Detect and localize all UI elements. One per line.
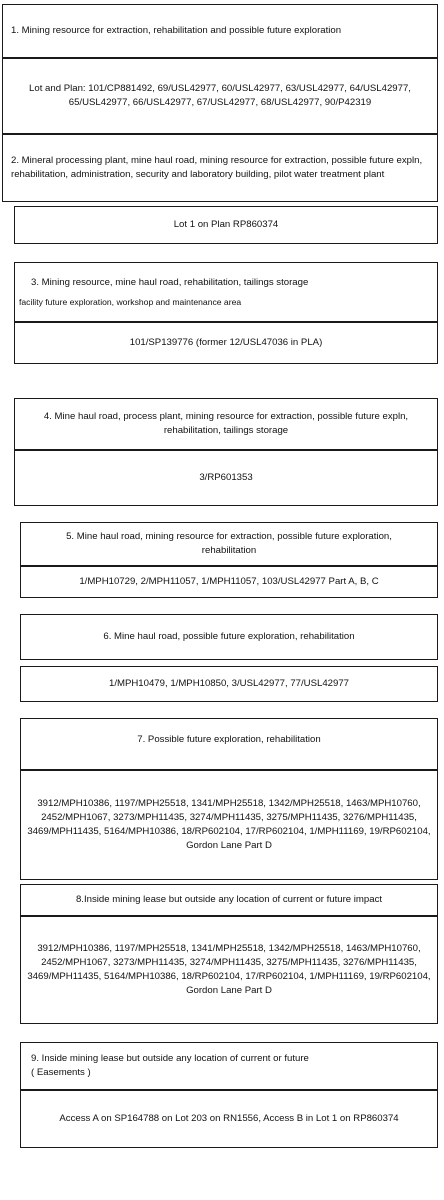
section-4-description [14, 398, 438, 450]
section-6-description [20, 614, 438, 660]
section-4-lots [14, 450, 438, 506]
section-3-description [14, 262, 438, 322]
section-2-lots-text: Lot 1 on Plan RP860374 [173, 219, 279, 231]
section-2-description [2, 134, 438, 202]
section-9-description [20, 1042, 438, 1090]
section-1-lots [2, 58, 438, 134]
section-9-lots [20, 1090, 438, 1148]
section-5-description-text: 5. Mine haul road, mining resource for extraction, possible future exploration, rehabilitation [66, 531, 392, 556]
section-8-description [20, 884, 438, 916]
section-3-description-line2: facility future exploration, workshop and maintenance area [19, 296, 242, 307]
section-1-description-text: 1. Mining resource for extraction, rehabilitation and possible future exploration [11, 25, 342, 37]
section-1-description [2, 4, 438, 58]
section-5-lots-text: 1/MPH10729, 2/MPH11057, 1/MPH11057, 103/USL42977 Part A, B, C [79, 576, 379, 588]
section-1-lots-text: Lot and Plan: 101/CP881492, 69/USL42977, 60/USL42977, 63/USL42977, 64/USL42977, 65/USL42977, 66/USL42977, 67/USL42977, 68/USL42977, 90/P42319 [29, 83, 411, 108]
section-2-lots [14, 206, 438, 244]
section-9-description-line1: 9. Inside mining lease but outside any location of current or future [31, 1053, 309, 1065]
section-5-description [20, 522, 438, 566]
section-3-description-line1: 3. Mining resource, mine haul road, rehabilitation, tailings storage [31, 276, 309, 288]
section-7-lots [20, 770, 438, 880]
section-6-description-text: 6. Mine haul road, possible future exploration, rehabilitation [103, 631, 355, 643]
section-5-lots [20, 566, 438, 598]
section-3-lots-text: 101/SP139776 (former 12/USL47036 in PLA) [129, 337, 323, 349]
section-3-lots [14, 322, 438, 364]
section-8-description-text: 8.Inside mining lease but outside any location of current or future impact [75, 894, 383, 906]
section-4-lots-text: 3/RP601353 [199, 472, 253, 484]
section-7-lots-text: 3912/MPH10386, 1197/MPH25518, 1341/MPH25518, 1342/MPH25518, 1463/MPH10760, 2452/MPH1067, 3273/MPH11435, 3274/MPH11435, 3275/MPH11435, 3276/MPH11435, 3469/MPH11435, 5164/MPH10386, 18/RP602104, 17/RP602104, 1/MPH11169, 19/RP602104, Gordon Lane Part D [27, 798, 431, 851]
section-7-description-text: 7. Possible future exploration, rehabilitation [137, 734, 321, 745]
section-6-lots-text: 1/MPH10479, 1/MPH10850, 3/USL42977, 77/USL42977 [108, 678, 349, 690]
section-9-description-line2: ( Easements ) [31, 1067, 91, 1078]
section-4-description-text: 4. Mine haul road, process plant, mining resource for extraction, possible future expln, rehabilitation, tailings storage [43, 411, 409, 436]
section-9-lots-text: Access A on SP164788 on Lot 203 on RN1556, Access B in Lot 1 on RP860374 [59, 1113, 399, 1125]
section-8-lots [20, 916, 438, 1024]
section-7-description [20, 718, 438, 770]
section-2-description-text: 2. Mineral processing plant, mine haul road, mining resource for extraction, possible future expln, rehabilitation, administration, security and laboratory building, pilot water treatment plant [11, 155, 423, 180]
section-6-lots [20, 666, 438, 702]
section-8-lots-text: 3912/MPH10386, 1197/MPH25518, 1341/MPH25518, 1342/MPH25518, 1463/MPH10760, 2452/MPH1067, 3273/MPH11435, 3274/MPH11435, 3275/MPH11435, 3276/MPH11435, 3469/MPH11435, 5164/MPH10386, 18/RP602104, 17/RP602104, 1/MPH11169, 19/RP602104, Gordon Lane Part D [27, 943, 431, 996]
